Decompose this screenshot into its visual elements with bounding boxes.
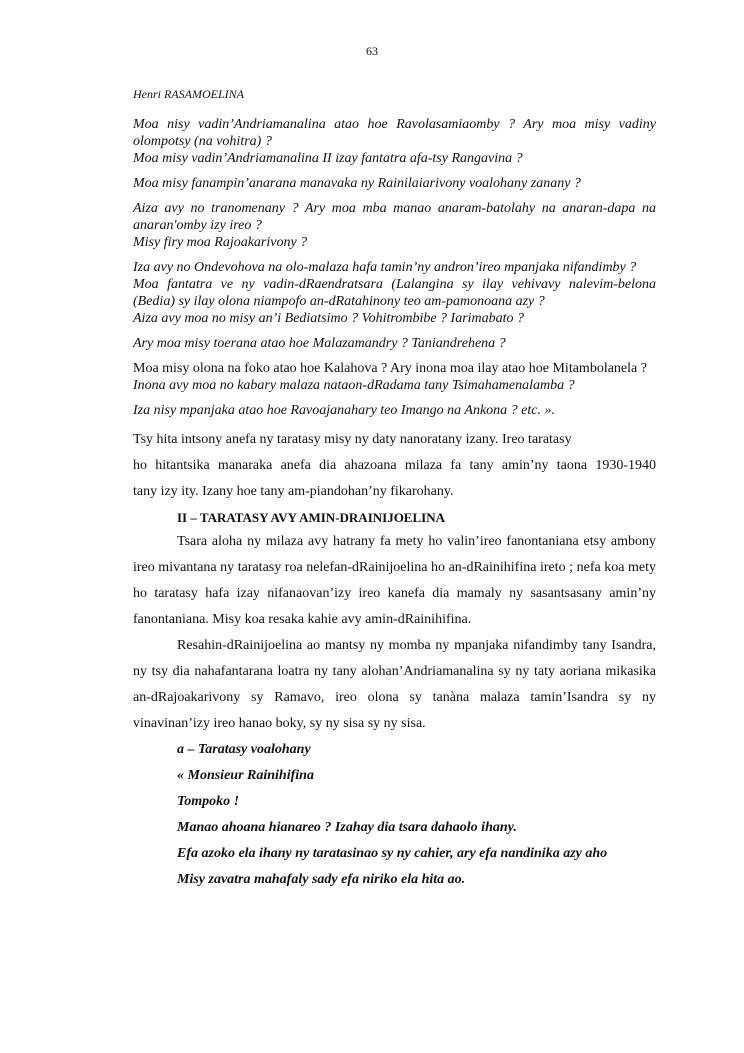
question-line: Aiza avy no tranomenany ? Ary moa mba manao anaram-batolahy na anaran-dapa na anaran'omby izy ireo ? xyxy=(133,201,656,233)
question-block-4 xyxy=(133,259,656,327)
letter-heading: a – Taratasy voalohany xyxy=(177,742,311,757)
question-line: Ary moa misy toerana atao hoe Malazamandry ? Taniandrehena ? xyxy=(133,336,506,351)
letter-line: Manao ahoana hianareo ? Izahay dia tsara dahaolo ihany. xyxy=(177,820,517,835)
question-line-italic: Inona avy moa no kabary malaza nataon-dRadama tany Tsimahamenalamba ? xyxy=(133,378,575,393)
body-line: Tsy hita intsony anefa ny taratasy misy ny daty nanoratany izany. Ireo taratasy xyxy=(133,432,572,447)
question-line-roman: Moa misy olona na foko atao hoe Kalahova ? Ary inona moa ilay atao hoe Mitambolanela ? xyxy=(133,361,647,376)
question-block-2 xyxy=(133,175,656,192)
letter-line: Misy zavatra mahafaly sady efa niriko ela hita ao. xyxy=(177,872,466,887)
page-number: 63 xyxy=(366,44,378,58)
question-line: Moa fantatra ve ny vadin-dRaendratsara (Lalangina sy ilay vehivavy nalevim-belona (Bedia) sy ilay olona niampofo an-dRatahinony teo am-pamonoana azy ? xyxy=(133,277,656,309)
body-paragraph-1: Tsara aloha ny milaza avy hatrany fa mety ho valin’ireo fanontaniana etsy ambony ireo mivantana ny taratasy roa nelefan-dRainijoelina ho an-dRainihifina ireto ; nefa koa mety ho taratasy hafa izay nifanaovan’izy ireo kanefa dia mamaly ny sasantsasany amin’ny fanontaniana. Misy koa resaka kahie avy amin-dRainihifina. xyxy=(133,534,656,627)
body-paragraph-2: Resahin-dRainijoelina ao mantsy ny momba ny mpanjaka nifandimby tany Isandra, ny tsy dia nahafantarana loatra ny tany alohan’Andriamanalina sy ny taty aoriana mikasika an-dRajoakarivony sy Ramavo, ireo olona sy tanàna malaza tamin’Isandra sy ny vinavinan’izy ireo hanao boky, sy ny sisa sy ny sisa. xyxy=(133,638,656,731)
question-line: Moa misy fanampin’anarana manavaka ny Rainilaiarivony voalohany zanany ? xyxy=(133,176,581,191)
question-line: Iza nisy mpanjaka atao hoe Ravoajanahary teo Imango na Ankona ? etc. ». xyxy=(133,403,556,418)
question-line: Misy firy moa Rajoakarivony ? xyxy=(133,235,308,250)
question-line: Iza avy no Ondevohova na olo-malaza hafa tamin’ny andron’ireo mpanjaka nifandimby ? xyxy=(133,260,637,275)
page-content xyxy=(133,86,656,893)
section-heading: II – TARATASY AVY AMIN-DRAINIJOELINA xyxy=(177,510,445,525)
author-name: Henri RASAMOELINA xyxy=(133,87,244,101)
body-line: tany izy ity. Izany hoe tany am-piandohan’ny fikarohany. xyxy=(133,484,454,499)
question-block-1 xyxy=(133,116,656,167)
body-line: ho hitantsika manaraka anefa dia ahazoana milaza fa tany amin’ny taona 1930-1940 xyxy=(133,458,656,473)
letter-salutation: « Monsieur Rainihifina xyxy=(177,768,314,783)
question-line: Moa misy vadin’Andriamanalina II izay fantatra afa-tsy Rangavina ? xyxy=(133,151,523,166)
question-block-5 xyxy=(133,335,656,352)
letter-line: Efa azoko ela ihany ny taratasinao sy ny cahier, ary efa nandinika azy aho xyxy=(177,846,608,861)
question-block-3 xyxy=(133,200,656,251)
question-line: Moa nisy vadin’Andriamanalina atao hoe Ravolasamiaomby ? Ary moa misy vadiny olompotsy (na vohitra) ? xyxy=(133,117,656,149)
question-block-last xyxy=(133,402,656,419)
question-line: Aiza avy moa no misy an’i Bediatsimo ? Vohitrombibe ? Iarimabato ? xyxy=(133,311,525,326)
question-block-mixed xyxy=(133,360,656,394)
letter-greeting: Tompoko ! xyxy=(177,794,240,809)
